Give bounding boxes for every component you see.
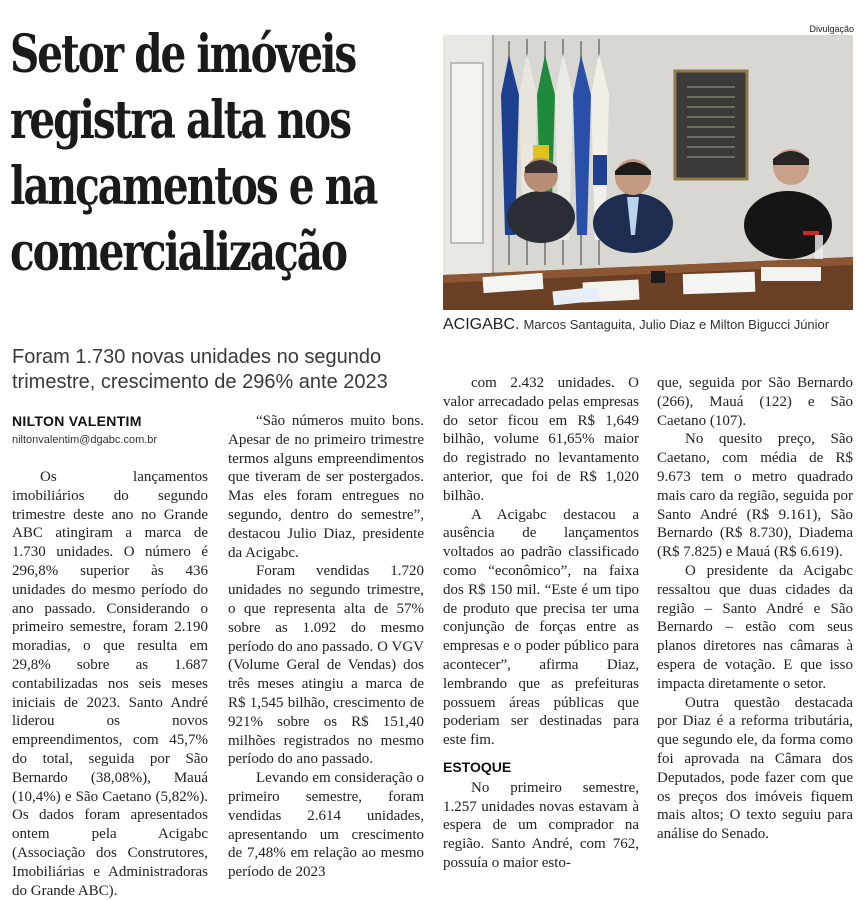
article-column-2 xyxy=(228,412,424,882)
paragraph: A Acigabc destacou a ausência de lançamentos voltados ao padrão classificado como “econômico”, na faixa dos R$ 150 mil. “Este é um tipo de produto que precisa ter uma conjunção de forças entre as empresas e o poder público para acontecer”, afirma Diaz, lembrando que as prefeituras possuem áreas públicas que poderiam ser destinadas para este fim. xyxy=(443,506,639,749)
paragraph: Outra questão destacada por Diaz é a reforma tributária, que segundo ele, da forma como foi aprovada na Câmara dos Deputados, pode fazer com que os preços dos imóveis fiquem mais altos; O texto seguiu para análise do Senado. xyxy=(657,694,853,843)
photo-credit: Divulgação xyxy=(809,24,854,34)
paragraph: “São números muito bons. Apesar de no primeiro trimestre termos alguns empreendimentos que tiveram de ser postergados. Mas eles foram entregues no segundo, dentro do semestre”, destacou Julio Diaz, presidente da Acigabc. xyxy=(228,413,424,561)
paragraph: No primeiro semestre, 1.257 unidades novas estavam à espera de um comprador na região. Santo André, com 762, possuía o maior esto- xyxy=(443,779,639,871)
paragraph: Os lançamentos imobiliários do segundo trimestre deste ano no Grande ABC atingiram a marca de 1.730 unidades. O número é 296,8% superior às 436 unidades do mesmo período do ano passado. Considerando o primeiro semestre, foram 2.190 moradias, o que resulta em 29,8% sobre as 1.687 contabilizadas nos seis meses iniciais de 2023. Santo André liderou os novos empreendimentos, com 45,7% do total, seguida por São Bernardo (38,08%), Mauá (10,4%) e São Caetano (5,82%). Os dados foram apresentados ontem pela Acigabc (Associação dos Construtores, Imobiliárias e Administradoras do Grande ABC). xyxy=(12,469,208,899)
paragraph: Levando em consideração o primeiro semestre, foram vendidas 2.614 unidades, apresentando um crescimento de 7,48% em relação ao mesmo período de 2023 xyxy=(228,770,424,881)
section-heading-estoque: ESTOQUE xyxy=(443,758,512,775)
headline-line-4: comercialização xyxy=(10,222,346,283)
caption-lead: ACIGABC. xyxy=(443,316,520,333)
article-column-3 xyxy=(443,374,639,873)
meeting-photo-illustration xyxy=(443,35,853,310)
author-email: niltonvalentim@dgabc.com.br xyxy=(12,434,158,446)
article-column-1 xyxy=(12,468,208,900)
headline-line-1: Setor de imóveis xyxy=(10,24,356,85)
headline-line-2: registra alta nos xyxy=(10,90,351,151)
news-photo xyxy=(443,35,853,310)
subheadline: Foram 1.730 novas unidades no segundo trimestre, crescimento de 296% ante 2023 xyxy=(12,346,388,393)
paragraph: que, seguida por São Bernardo (266), Mauá (122) e São Caetano (107). xyxy=(657,375,853,429)
paragraph: Foram vendidas 1.720 unidades no segundo trimestre, o que representa alta de 57% sobre as 1.092 do mesmo período do ano passado. O VGV (Volume Geral de Vendas) dos três meses atingiu a marca de R$ 1,545 bilhão, crescimento de 921% sobre os R$ 151,40 milhões registrados no mesmo período do ano passado. xyxy=(228,563,424,768)
headline-line-3: lançamentos e na xyxy=(10,156,377,217)
paragraph: No quesito preço, São Caetano, com média de R$ 9.673 tem o metro quadrado mais caro da região, seguida por Santo André (R$ 9.161), São Bernardo (R$ 8.730), Diadema (R$ 7.825) e Mauá (R$ 6.619). xyxy=(657,431,853,561)
caption-text: Marcos Santaguita, Julio Diaz e Milton Bigucci Júnior xyxy=(523,317,830,332)
author-byline: NILTON VALENTIM xyxy=(12,413,142,429)
paragraph: O presidente da Acigabc ressaltou que duas cidades da região – Santo André e São Bernardo – estão com seus planos diretores nas câmaras à espera de votação. E que isso impacta diretamente o setor. xyxy=(657,562,853,692)
paragraph: com 2.432 unidades. O valor arrecadado pelas empresas do setor ficou em R$ 1,649 bilhão, volume 61,65% maior do registrado no levantamento anterior, que foi de R$ 1,020 bilhão. xyxy=(443,375,639,504)
headline xyxy=(10,22,377,286)
article-column-4 xyxy=(657,374,853,844)
photo-caption xyxy=(443,316,858,334)
